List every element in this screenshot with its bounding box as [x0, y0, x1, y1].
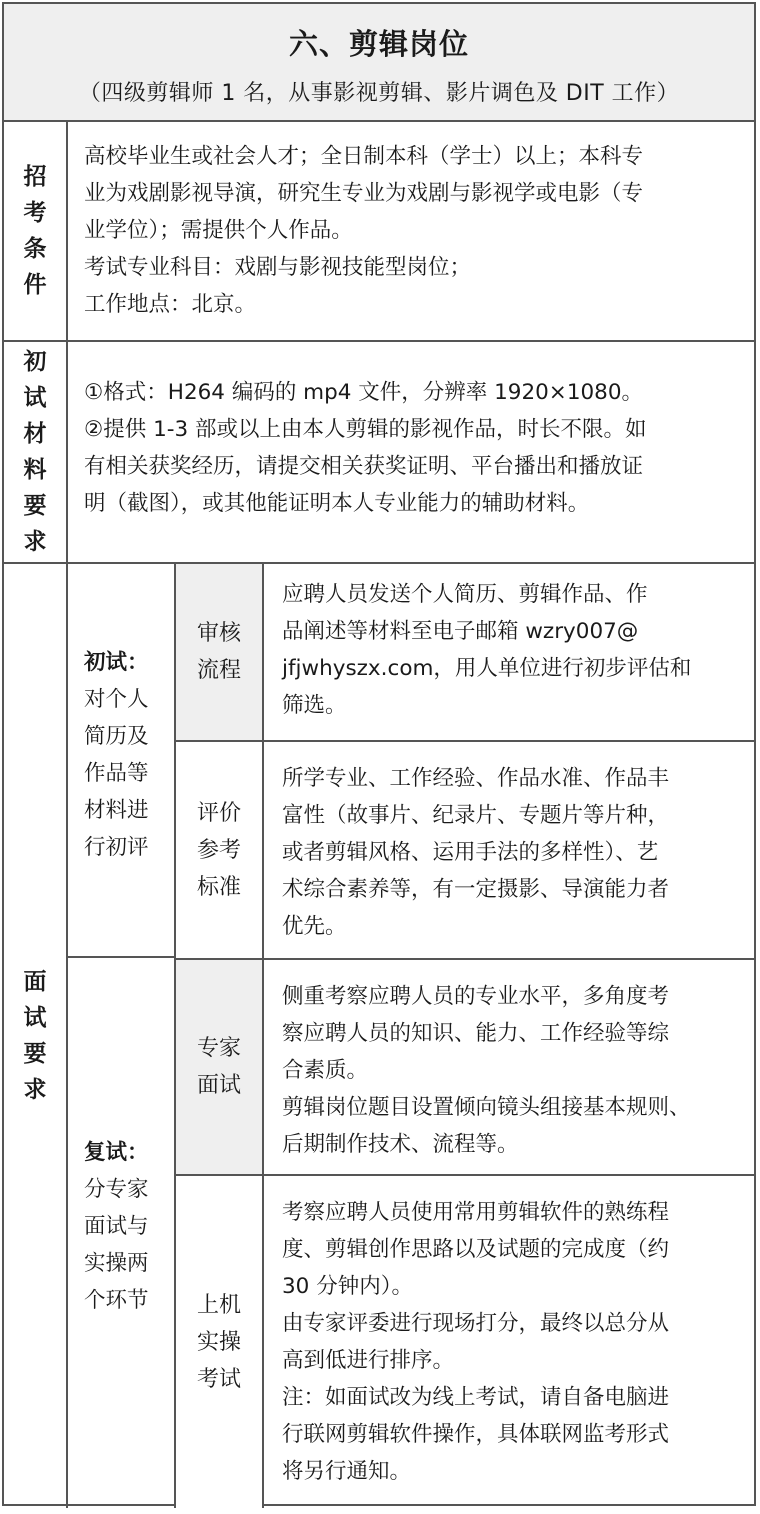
interview-label: 面 试 要 求	[4, 564, 68, 1508]
requirements-row	[4, 122, 754, 342]
materials-row	[4, 342, 754, 564]
job-table	[2, 2, 756, 1506]
expert-interview-text: 侧重考察应聘人员的专业水平，多角度考 察应聘人员的知识、能力、工作经验等综 合素质。 剪辑岗位题目设置倾向镜头组接基本规则、 后期制作技术、流程等。	[282, 984, 691, 1157]
criteria-text: 所学专业、工作经验、作品水准、作品丰 富性（故事片、纪录片、专题片等片种， 或者剪辑风格、运用手法的多样性）、艺 术综合素养等，有一定摄影、导演能力者 优先。	[282, 766, 670, 939]
review-process-label: 审核 流程	[176, 564, 264, 740]
second-stage: 复试： 分专家 面试与 实操两 个环节	[84, 1140, 149, 1313]
page-title: 六、剪辑岗位	[288, 27, 469, 61]
practical-exam-label: 上机 实操 考试	[176, 1176, 264, 1508]
expert-interview-label: 专家 面试	[176, 960, 264, 1174]
requirements-label: 招 考 条 件	[4, 122, 68, 340]
criteria-label: 评价 参考 标准	[176, 742, 264, 958]
table-header	[4, 4, 754, 122]
initial-stage: 初试： 对个人 简历及 作品等 材料进 行初评	[84, 650, 149, 860]
review-process-text: 应聘人员发送个人简历、剪辑作品、作 品阐述等材料至电子邮箱 wzry007@ jfjwhyszx.com，用人单位进行初步评估和 筛选。	[282, 582, 692, 718]
interview-row	[4, 564, 754, 1508]
requirements-text: 高校毕业生或社会人才；全日制本科（学士）以上；本科专 业为戏剧影视导演，研究生专业为戏剧与影视学或电影（专 业学位）；需提供个人作品。 考试专业科目：戏剧与影视技能型岗位； 工作地点：北京。	[84, 144, 644, 317]
materials-label: 初 试 材 料 要 求	[4, 342, 68, 562]
page-subtitle: （四级剪辑师 1 名，从事影视剪辑、影片调色及 DIT 工作）	[78, 81, 680, 106]
materials-text: ①格式：H264 编码的 mp4 文件，分辨率 1920×1080。 ②提供 1-3 部或以上由本人剪辑的影视作品，时长不限。如 有相关获奖经历，请提交相关获奖证明、平台播出和播放证 明（截图），或其他能证明本人专业能力的辅助材料。	[84, 380, 647, 516]
practical-exam-text: 考察应聘人员使用常用剪辑软件的熟练程 度、剪辑创作思路以及试题的完成度（约 30 分钟内）。 由专家评委进行现场打分，最终以总分从 高到低进行排序。 注：如面试改为线上考试，请自备电脑进 行联网剪辑软件操作，具体联网监考形式 将另行通知。	[282, 1200, 670, 1484]
